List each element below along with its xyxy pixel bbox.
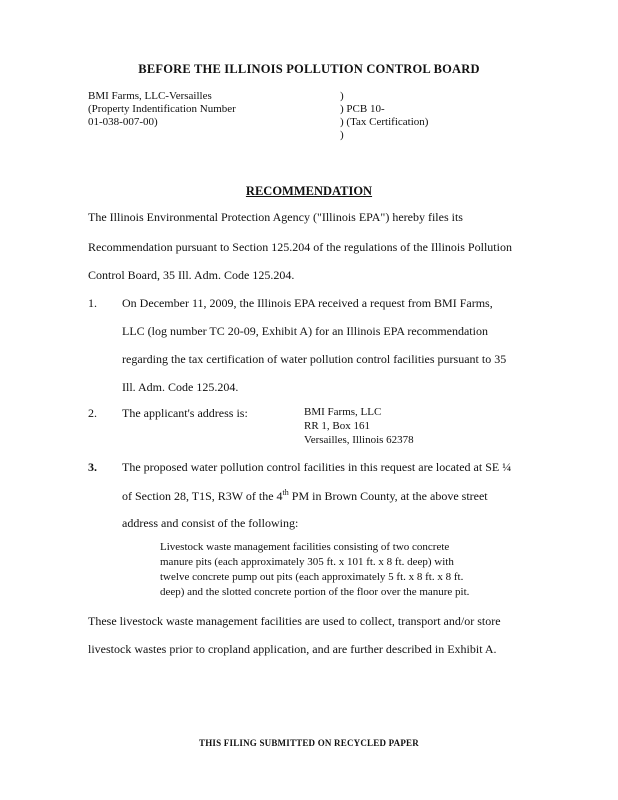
closing-line: livestock wastes prior to cropland application, and are further described in Exhibit A.	[88, 642, 497, 656]
paragraph-number: 3.	[88, 460, 97, 474]
address-line: RR 1, Box 161	[304, 420, 371, 432]
paragraph-1-line: regarding the tax certification of water pollution control facilities pursuant to 35	[122, 352, 507, 366]
paragraph-3-line: address and consist of the following:	[122, 516, 299, 530]
caption-right-line: )	[340, 129, 344, 141]
paragraph-number: 1.	[88, 296, 97, 310]
caption-petitioner-line: BMI Farms, LLC-Versailles	[88, 90, 212, 102]
caption-petitioner-line: (Property Indentification Number	[88, 103, 236, 115]
intro-line: The Illinois Environmental Protection Agency ("Illinois EPA") hereby files its	[88, 210, 463, 224]
paragraph-1-line: On December 11, 2009, the Illinois EPA received a request from BMI Farms,	[122, 296, 493, 310]
caption-petitioner	[88, 90, 236, 129]
applicant-address-label: The applicant's address is:	[122, 406, 248, 420]
caption-case-info	[340, 90, 428, 142]
intro-line: Recommendation pursuant to Section 125.204 of the regulations of the Illinois Pollution	[88, 240, 512, 254]
caption-right-line: )	[340, 90, 344, 102]
document-title: BEFORE THE ILLINOIS POLLUTION CONTROL BOARD	[138, 62, 480, 76]
caption-right-line: ) (Tax Certification)	[340, 116, 429, 128]
address-line: Versailles, Illinois 62378	[304, 434, 414, 446]
paragraph-3-line	[122, 488, 488, 503]
applicant-address	[304, 406, 414, 448]
address-line: BMI Farms, LLC	[304, 406, 382, 418]
paragraph-number: 2.	[88, 406, 97, 420]
paragraph-3-line: The proposed water pollution control facilities in this request are located at SE ¼	[122, 460, 512, 474]
caption-right-line: ) PCB 10-	[340, 103, 385, 115]
paragraph-3-line-part: PM in Brown County, at the above street	[288, 489, 488, 503]
paragraph-1-line: LLC (log number TC 20-09, Exhibit A) for an Illinois EPA recommendation	[122, 324, 488, 338]
intro-line: Control Board, 35 Ill. Adm. Code 125.204.	[88, 268, 295, 282]
caption-petitioner-line: 01-038-007-00)	[88, 116, 158, 128]
facility-description-block: Livestock waste management facilities consisting of two concrete manure pits (each approximately 305 ft. x 101 ft. x 8 ft. deep) with twelve concrete pump out pits (each approximately 5 ft. x 8 ft. x 8 ft. deep) and the slotted concrete portion of the floor over the manure pit.	[160, 541, 470, 598]
page-footer: THIS FILING SUBMITTED ON RECYCLED PAPER	[199, 738, 419, 748]
superscript: th	[282, 488, 289, 497]
paragraph-3-line-part: of Section 28, T1S, R3W of the 4	[122, 489, 283, 503]
section-heading: RECOMMENDATION	[245, 184, 373, 198]
paragraph-1-line: Ill. Adm. Code 125.204.	[122, 380, 239, 394]
closing-line: These livestock waste management facilities are used to collect, transport and/or store	[88, 614, 501, 628]
